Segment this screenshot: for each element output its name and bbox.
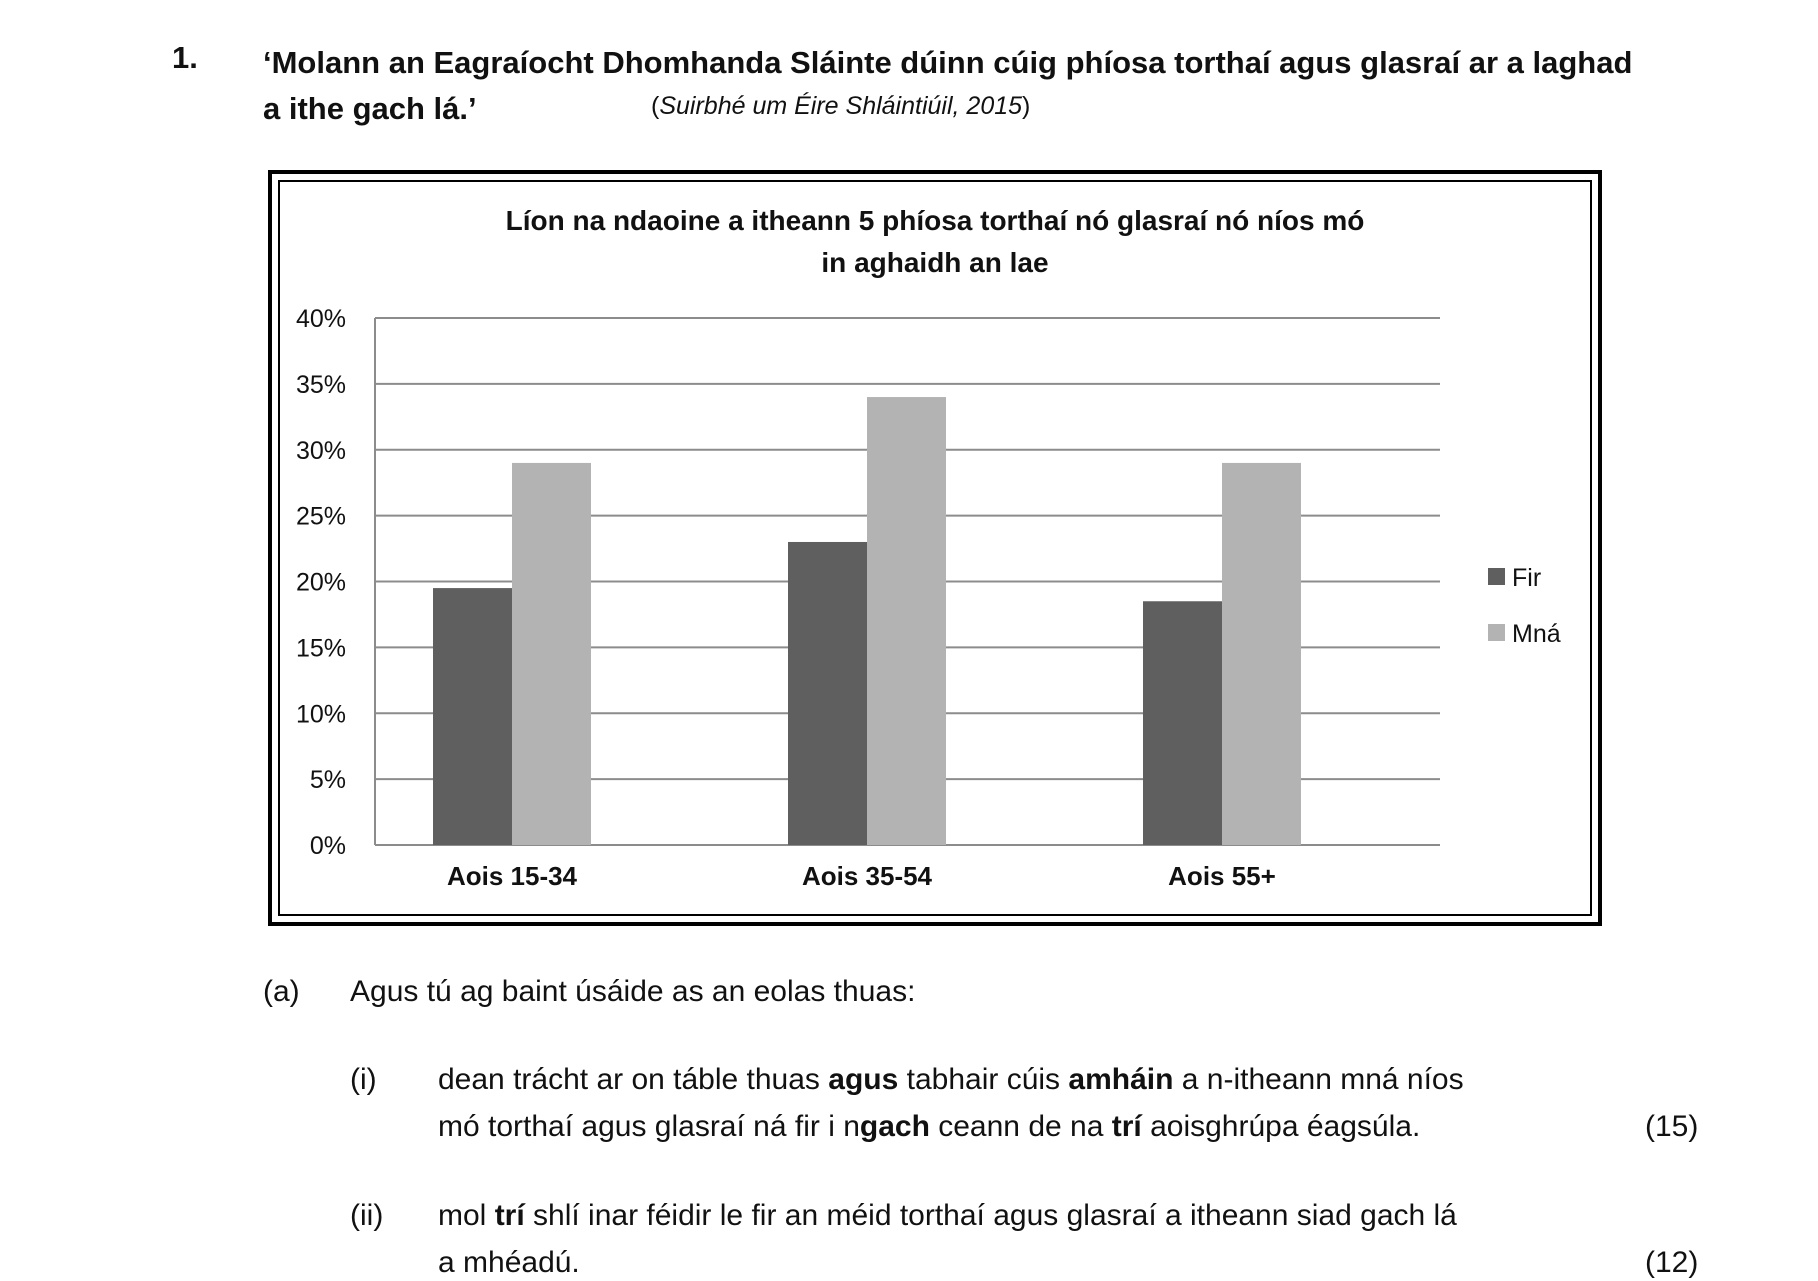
y-tick-label: 40%: [295, 305, 346, 333]
y-tick-label: 35%: [295, 370, 346, 399]
sub-i-line-1: [438, 1063, 1464, 1097]
legend-label-mná: Mná: [1512, 620, 1561, 648]
bar-mná-1: [512, 463, 591, 845]
sub-i-text: ceann de na: [929, 1110, 1112, 1143]
quote-line-2: a ithe gach lá.’: [263, 91, 477, 126]
question-number: 1.: [172, 40, 198, 75]
bar-fir-3: [1143, 601, 1222, 845]
sub-ii-text: mol: [438, 1199, 495, 1232]
sub-ii-text: shlí inar féidir le fir an méid torthaí agus glasraí a itheann siad gach lá: [524, 1199, 1457, 1232]
chart-title-line-1: Líon na ndaoine a itheann 5 phíosa torthaí nó glasraí nó níos mó: [505, 205, 1365, 236]
sub-i-text: mó torthaí agus glasraí ná fir i n: [438, 1110, 860, 1143]
bar-mná-2: [867, 397, 946, 845]
chart-title-line-2: in aghaidh an lae: [821, 247, 1049, 278]
y-tick-label: 5%: [309, 766, 346, 795]
sub-ii-line-1: [438, 1199, 1457, 1233]
sub-ii-line-2: a mhéadú.: [438, 1246, 580, 1279]
x-category-label: Aois 15-34: [446, 861, 578, 891]
y-tick-label: 0%: [309, 832, 346, 860]
sub-i-text: dean trácht ar on táble thuas: [438, 1063, 829, 1096]
sub-i-bold: amháin: [1068, 1063, 1174, 1096]
sub-i-text: tabhair cúis: [898, 1063, 1069, 1096]
legend-label-fir: Fir: [1512, 564, 1542, 592]
part-a-label: (a): [263, 975, 300, 1008]
sub-i-bold: agus: [828, 1063, 899, 1096]
x-category-label: Aois 55+: [1168, 861, 1276, 891]
x-category-label: Aois 35-54: [801, 861, 933, 891]
sub-i-text: a n-itheann mná níos: [1173, 1063, 1464, 1096]
sub-i-label: (i): [350, 1063, 377, 1096]
y-tick-label: 30%: [295, 436, 346, 465]
sub-ii-bold: trí: [494, 1199, 525, 1232]
y-tick-label: 20%: [295, 568, 346, 597]
part-a-text: Agus tú ag baint úsáide as an eolas thuas:: [350, 975, 916, 1008]
sub-i-marks: (15): [1645, 1110, 1699, 1143]
sub-i-bold: gach: [859, 1110, 930, 1143]
y-tick-label: 15%: [295, 634, 346, 663]
legend-swatch-fir: [1488, 568, 1505, 585]
sub-ii-marks: (12): [1645, 1246, 1699, 1279]
sub-ii-label: (ii): [350, 1199, 384, 1232]
y-tick-label: 10%: [295, 700, 346, 729]
bar-fir-2: [788, 542, 867, 845]
bar-mná-3: [1222, 463, 1301, 845]
bar-fir-1: [433, 588, 512, 845]
legend-swatch-mná: [1488, 624, 1505, 641]
sub-i-bold: trí: [1111, 1110, 1142, 1143]
source-close: ): [1022, 92, 1031, 120]
sub-i-line-2: [438, 1110, 1420, 1144]
sub-i-text: aoisghrúpa éagsúla.: [1141, 1110, 1421, 1143]
y-tick-label: 25%: [295, 502, 346, 531]
source-citation: Suirbhé um Éire Shláintiúil, 2015: [659, 92, 1023, 120]
quote-line-1: ‘Molann an Eagraíocht Dhomhanda Sláinte dúinn cúig phíosa torthaí agus glasraí ar a laghad: [263, 45, 1633, 80]
source-open: (: [651, 92, 660, 120]
